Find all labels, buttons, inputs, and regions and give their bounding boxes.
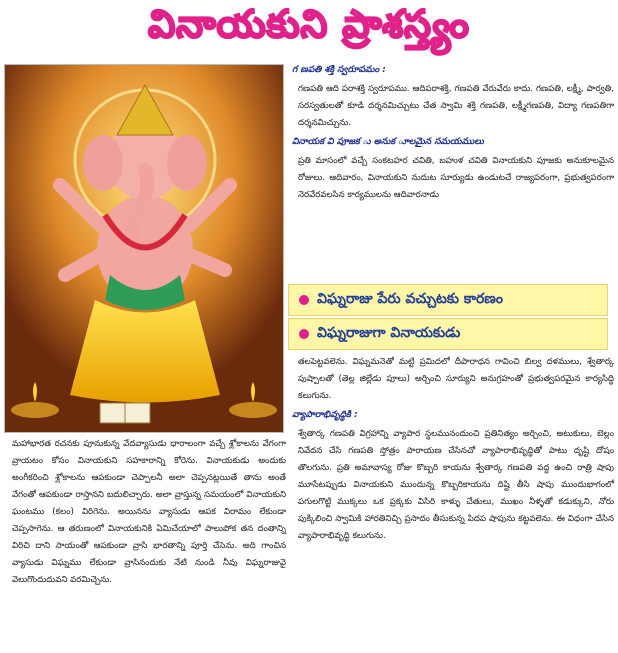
right-column: [288, 64, 614, 204]
section-body-business: శ్వేతార్క గణపతి విగ్రహాన్ని వ్యాపార స్థలమునందుంచి ప్రతినిత్యం అర్చించి, అటుకులు, బెల్లం నివేదన చేసి గణపతి స్తోత్రం పారాయణ చేసినచో వ్యాపారాభివృద్ధితో పాటు దృష్టి దోషం తొలగును. ప్రతి అమావాస్య రోజు కొబ్బరి కాయను శ్వేతార్క గణపతి వద్ద ఉంచి రాత్రి షాపు మూసేటప్పుడు వినాయకుని ముందున్న కొబ్బరికాయను దిష్టి తీసి షాపు ముందుభాగంలో పగులగొట్టి ముక్కలు ఒక ప్రక్కకు విసిరి కాళ్ళు చేతులు, ముఖం నీళ్ళతో కడుక్కుని, నోరు పుక్కిలించి స్వామికి హారతినిచ్చి ప్రసాదం తీసుకున్న పిదప షాపును కట్టవలెను. ఈ విధంగా చేసిన వ్యాపారాభివృద్ధి కలుగును.: [298, 429, 614, 541]
left-story: [4, 436, 286, 589]
highlight-box-reason: [288, 284, 608, 316]
bullet-icon: [299, 295, 309, 305]
section-heading-shakti: గ ణపతి శక్తి స్వరూపమం :: [292, 65, 386, 75]
ganesha-image: [4, 64, 284, 433]
section-body-timing-continued: తలపెట్టవలెను. విఘ్నమనెతో మట్టి ప్రమిదలో దీపారాధన గావించి బిల్వ దళములు, శ్వేతార్క పుష్పాలతో (తెల్ల జిల్లేడు పూలు) అర్చించి సూర్యుని అనుగ్రహంతో ప్రభుత్వపరమైన కార్యసిద్ధి కలుగును.: [298, 357, 614, 401]
page-title-banner: [0, 0, 618, 58]
section-heading-business: వ్యాపారాభివృద్ధికి :: [292, 410, 358, 420]
section-body-shakti: గణపతి ఆది పరాశక్తి స్వరూపము. ఆదిపరాశక్తి, గణపతి వేరువేరు కాదు. గణపతి, లక్ష్మీ, పార్వతి, సరస్వతులతో కూడి దర్శనమిచ్చుటు చేత స్వామి శక్తి గణపతి, లక్ష్మీగణపతి, విద్యా గణపతిగా దర్శనమిచ్చును.: [298, 84, 614, 128]
story-body: మహాభారత రచనకు పూనుకున్న వేదవ్యాసుడు ధారాలంగా వచ్చే శ్లోకాలను వేగంగా వ్రాయటం కోసం వినాయకుని సహకారాన్ని కోరెను. వినాయకుడు అందుకు అంగీకరించి శ్లోకాలను ఆపకుండా చెప్పాలనీ అలా చెప్పనట్లయితే తాను అంతే వేగంతో ఆపకుండా రాస్తానని బదులిచ్చారు. అలా వ్రాస్తున్న సమయంలో వినాయకుని ఘంటము (కలం) విరిగెను. అయినను వ్యాసుడు ఆపక విరామం లేకుండా చెప్పసాగెను. ఆ తరుణంలో వినాయకునికి ఏమిచేయాలో పాలుపోక తన దంతాన్ని విరిచి దాని సాయంతో ఆపకుండా వ్రాసి భారతాన్ని పూర్తి చేసెను. అది గాంచిన వ్యాసుడు విఘ్నము లేకుండా వ్రాసినందుకు నేటి నుండి నీవు విఘ్నరాజువై వెలుగొందుదువని వరమిచ్చెను.: [12, 439, 286, 585]
highlight-text: విఘ్నరాజు పేరు వచ్చుటకు కారణం: [317, 290, 503, 307]
section-heading-timing: వినాయక వి పూజక ు అనుక ూలమైన సమయములు: [292, 137, 484, 147]
bullet-icon: [299, 329, 309, 339]
highlight-text: విఘ్నరాజుగా వినాయకుడు: [317, 324, 461, 341]
highlight-box-vighnaraja: [288, 318, 608, 350]
right-column-continued: [288, 354, 614, 545]
section-body-timing: ప్రతి మాసంలో వచ్చే సంకటహర చవితి, బహుళ చవితి వినాయకుని పూజకు అనుకూలమైన రోజులు. ఆదివారం, వినాయకుని నుదుట సూర్యుడు ఉండుటచే రాజ్యపరంగా, ప్రభుత్వపరంగా నెరవేరవలసిన కార్యములను ఆదివారనాడు: [298, 156, 614, 200]
page-title: వినాయకుని ప్రాశస్త్యం: [148, 2, 470, 46]
